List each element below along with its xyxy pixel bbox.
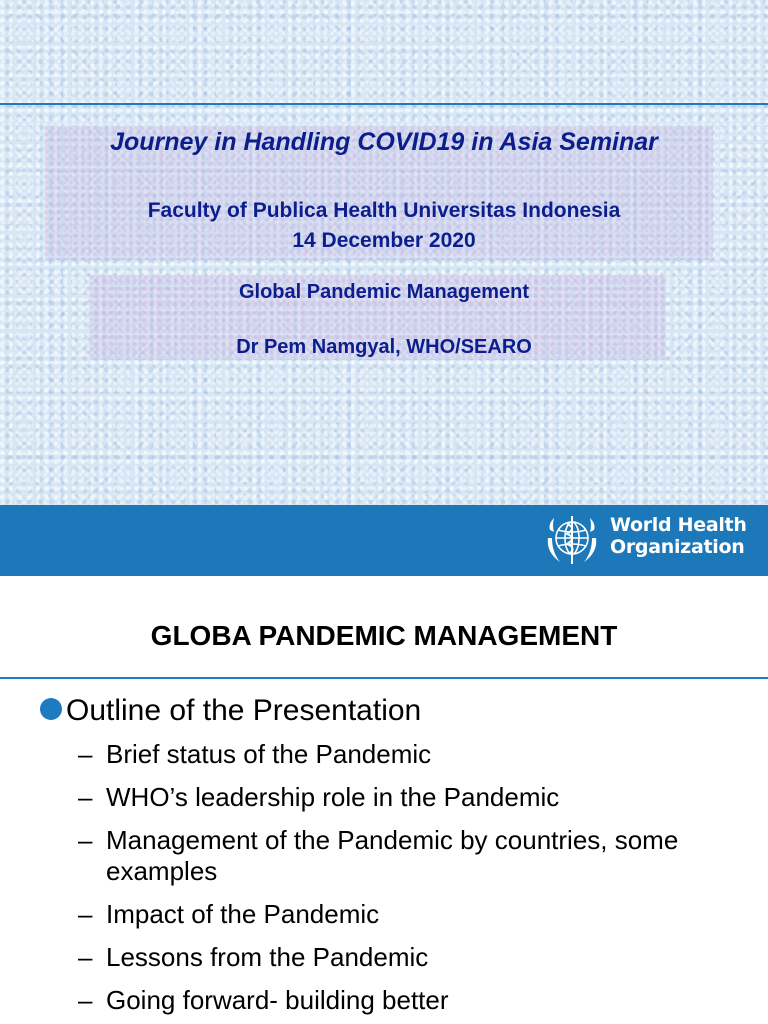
who-name-line1: World Health — [610, 514, 747, 536]
slide-title-rule — [0, 677, 768, 679]
list-item: – Going forward- building better — [78, 985, 758, 1016]
list-item: – Management of the Pandemic by countries, some examples — [78, 825, 758, 887]
list-item: – Lessons from the Pandemic — [78, 942, 758, 973]
topic-line: Global Pandemic Management — [238, 281, 530, 303]
outline-slide — [0, 576, 768, 1024]
seminar-title: Journey in Handling COVID19 in Asia Seminar — [110, 128, 658, 156]
outline-heading: Outline of the Presentation — [66, 694, 422, 727]
slide-title: GLOBA PANDEMIC MANAGEMENT — [150, 620, 618, 651]
who-name — [610, 514, 747, 558]
bullet-dot-icon — [40, 698, 62, 720]
list-item: – Brief status of the Pandemic — [78, 739, 758, 770]
list-item: – Impact of the Pandemic — [78, 899, 758, 930]
date-line: 14 December 2020 — [292, 229, 476, 252]
who-emblem-icon — [540, 508, 604, 572]
faculty-line: Faculty of Publica Health Universitas Indonesia — [147, 199, 621, 222]
speaker-line: Dr Pem Namgyal, WHO/SEARO — [236, 336, 532, 358]
list-item: – WHO’s leadership role in the Pandemic — [78, 782, 758, 813]
who-name-line2: Organization — [610, 536, 745, 558]
title-slide-top-rule — [0, 103, 768, 105]
outline-list — [78, 739, 758, 1024]
